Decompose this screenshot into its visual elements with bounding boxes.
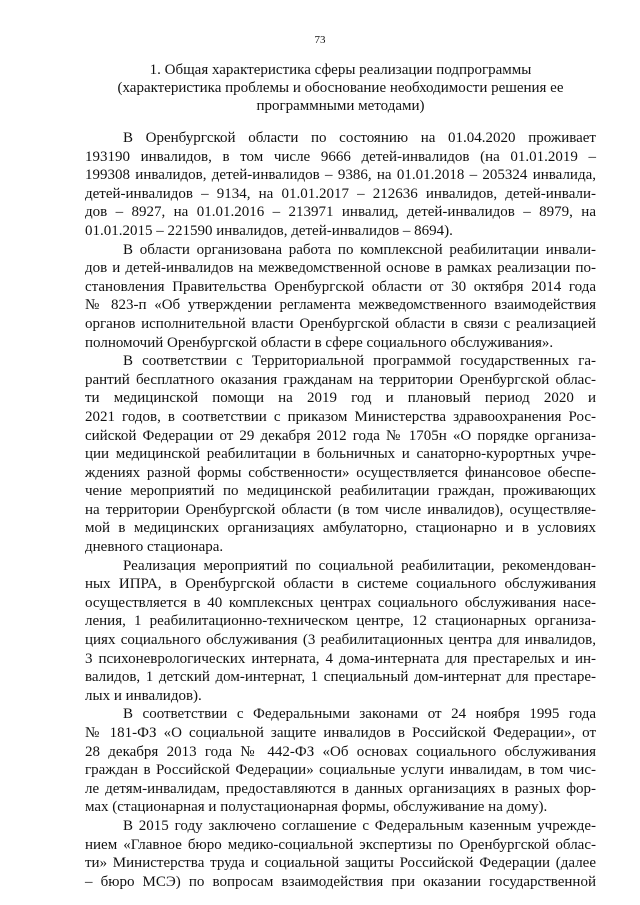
paragraph-line: ления, 1 реабилитационно-техническом центре, 12 стационарных организа- bbox=[85, 613, 596, 630]
paragraph-line: лых и инвалидов). bbox=[85, 687, 202, 704]
paragraph-line: детей-инвалидов – 9134, на 01.01.2017 – 212636 инвалидов, детей-инвали- bbox=[85, 185, 596, 202]
paragraph bbox=[85, 817, 596, 891]
paragraph bbox=[85, 557, 596, 706]
paragraph-line: нием «Главное бюро медико-социальной экспертизы по Оренбургской облас- bbox=[85, 836, 596, 853]
paragraph-line: ле детям-инвалидам, предоставляются в данных организациях в разных фор- bbox=[85, 780, 596, 797]
paragraph-line: 3 психоневрологических интерната, 4 дома-интерната для престарелых и ин- bbox=[85, 650, 596, 667]
paragraph-line: дов – 8927, на 01.01.2016 – 213971 инвалид, детей-инвалидов – 8979, на bbox=[85, 204, 596, 221]
paragraph bbox=[85, 352, 596, 557]
paragraph-line: В 2015 году заключено соглашение с Федеральным казенным учрежде- bbox=[123, 817, 596, 834]
heading-line: программными методами) bbox=[256, 98, 425, 114]
paragraph-line: рантий бесплатного оказания гражданам на территории Оренбургской облас- bbox=[85, 371, 596, 388]
paragraph-line: 199308 инвалидов, детей-инвалидов – 9386, на 01.01.2018 – 205324 инвалида, bbox=[85, 167, 596, 184]
paragraph-line: дневного стационара. bbox=[85, 539, 224, 556]
paragraph-line: чение мероприятий по медицинской реабилитации граждан, проживающих bbox=[85, 483, 596, 500]
paragraph-line: органов исполнительной власти Оренбургской области в связи с реализацией bbox=[85, 315, 596, 332]
paragraph-line: 01.01.2015 – 221590 инвалидов, детей-инвалидов – 8694). bbox=[85, 222, 453, 239]
paragraph-line: циях социального обслуживания (3 реабилитационных центра для инвалидов, bbox=[85, 632, 596, 649]
paragraph-line: полномочий Оренбургской области в сфере социального обслуживания». bbox=[85, 334, 554, 351]
paragraph bbox=[85, 705, 596, 817]
paragraph-line: мах (стационарная и полустационарная формы, обслуживание на дому). bbox=[85, 799, 548, 816]
heading-line: (характеристика проблемы и обоснование необходимости решения ее bbox=[117, 80, 564, 96]
paragraph-line: дов и детей-инвалидов на межведомственной основе в рамках реализации по- bbox=[85, 260, 596, 277]
paragraph bbox=[85, 129, 596, 241]
paragraph-line: – бюро МСЭ) по вопросам взаимодействия при оказании государственной bbox=[85, 873, 596, 890]
section-heading bbox=[85, 61, 596, 115]
paragraph-line: валидов, 1 детский дом-интернат, 1 специальный дом-интернат для престаре- bbox=[85, 669, 596, 686]
paragraph-line: В соответствии с Территориальной программой государственных га- bbox=[123, 353, 596, 370]
paragraph-line: ти» Министерства труда и социальной защиты Российской Федерации (далее bbox=[85, 855, 596, 872]
paragraph-line: 2021 годов, в соответствии с приказом Министерства здравоохранения Рос- bbox=[85, 408, 596, 425]
paragraph-line: 193190 инвалидов, в том числе 9666 детей-инвалидов (на 01.01.2019 – bbox=[85, 148, 596, 165]
paragraph-line: сийской Федерации от 29 декабря 2012 года № 1705н «О порядке организа- bbox=[85, 427, 596, 444]
paragraph-line: В Оренбургской области по состоянию на 01.04.2020 проживает bbox=[123, 130, 596, 146]
paragraph-line: В соответствии с Федеральными законами от 24 ноября 1995 года bbox=[123, 706, 596, 723]
paragraph-line: осуществляется в 40 комплексных центрах социального обслуживания насе- bbox=[85, 594, 596, 611]
paragraph-line: ждениях разной формы собственности» осуществляется финансовое обеспе- bbox=[85, 464, 596, 481]
paragraph-line: граждан в Российской Федерации» социальные услуги инвалидам, в том чис- bbox=[85, 762, 596, 779]
paragraph-line: становления Правительства Оренбургской области от 30 октября 2014 года bbox=[85, 278, 596, 295]
paragraph-line: № 181-ФЗ «О социальной защите инвалидов в Российской Федерации», от bbox=[85, 725, 596, 741]
heading-line: 1. Общая характеристика сферы реализации подпрограммы bbox=[149, 62, 532, 78]
paragraph-line: мой в медицинских организациях амбулаторно, стационарно и в условиях bbox=[85, 520, 596, 537]
paragraph-line: Реализация мероприятий по социальной реабилитации, рекомендован- bbox=[123, 557, 596, 574]
paragraph-line: ных ИПРА, в Оренбургской области в системе социального обслуживания bbox=[85, 576, 596, 593]
paragraph-line: В области организована работа по комплексной реабилитации инвали- bbox=[123, 241, 596, 258]
paragraph-line: на территории Оренбургской области (в том числе инвалидов), осуществляе- bbox=[85, 501, 596, 518]
paragraph bbox=[85, 241, 596, 353]
page-number: 73 bbox=[314, 34, 326, 46]
paragraph-line: № 823-п «Об утверждении регламента межведомственного взаимодействия bbox=[85, 297, 596, 314]
paragraph-line: 28 декабря 2013 года № 442-ФЗ «Об основах социального обслуживания bbox=[85, 743, 596, 760]
paragraph-line: ции медицинской реабилитации в больничных и санаторно-курортных учре- bbox=[85, 446, 596, 463]
paragraph-line: ти медицинской помощи на 2019 год и плановый период 2020 и bbox=[85, 390, 596, 407]
document-body bbox=[85, 129, 596, 891]
